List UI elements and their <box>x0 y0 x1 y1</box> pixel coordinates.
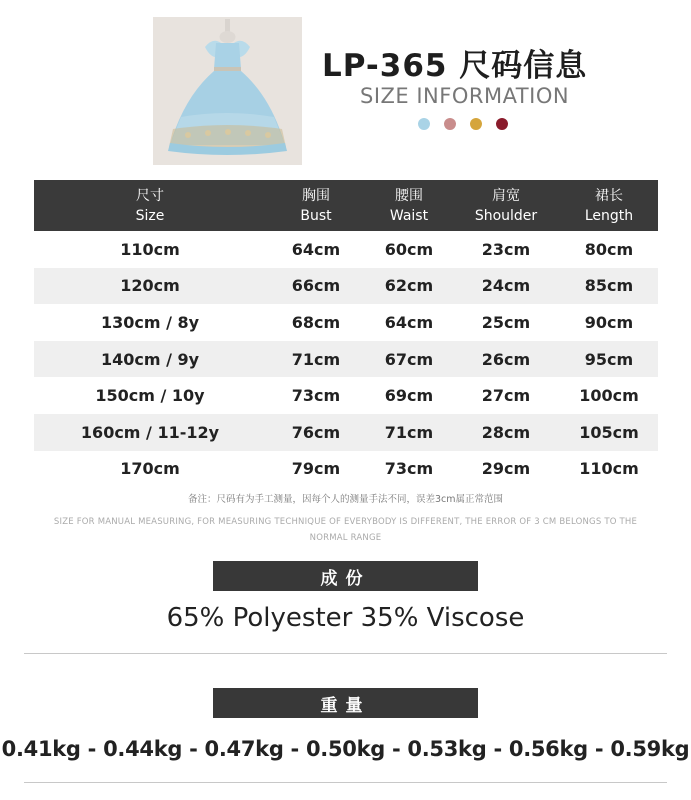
table-cell: 64cm <box>291 239 341 259</box>
table-row <box>34 304 658 341</box>
table-cell: 71cm <box>384 422 434 442</box>
product-photo <box>153 17 302 165</box>
table-cell: 100cm <box>579 386 639 406</box>
size-table <box>34 180 658 487</box>
column-header-cn: 胸围 <box>302 187 330 204</box>
table-cell: 140cm / 9y <box>100 349 200 369</box>
measurement-note-cn: 备注：尺码有为手工测量，因每个人的测量手法不同，误差3cm属正常范围 <box>187 494 504 505</box>
table-cell: 27cm <box>481 386 531 406</box>
column-header-cn: 肩宽 <box>492 187 520 204</box>
divider <box>24 653 667 654</box>
table-row <box>34 341 658 378</box>
color-options <box>418 118 508 130</box>
table-cell: 150cm / 10y <box>95 386 205 406</box>
table-cell: 170cm <box>120 459 180 479</box>
table-cell: 90cm <box>584 312 634 332</box>
table-cell: 24cm <box>481 276 531 296</box>
table-cell: 73cm <box>291 386 341 406</box>
table-row <box>34 414 658 451</box>
table-cell: 85cm <box>584 276 634 296</box>
table-cell: 110cm <box>579 459 639 479</box>
column-header-size <box>34 180 266 231</box>
table-cell: 69cm <box>384 386 434 406</box>
page-subtitle: SIZE INFORMATION <box>360 84 570 108</box>
table-cell: 26cm <box>481 349 531 369</box>
column-header-shoulder <box>452 180 560 231</box>
color-dot-blue[interactable] <box>418 118 430 130</box>
table-cell: 67cm <box>384 349 434 369</box>
column-header-cn: 腰围 <box>395 187 423 204</box>
table-cell: 71cm <box>291 349 341 369</box>
table-cell: 29cm <box>481 459 531 479</box>
column-header-en: Bust <box>300 207 332 224</box>
measurement-note-en: SIZE FOR MANUAL MEASURING, FOR MEASURING TECHNIQUE OF EVERYBODY IS DIFFERENT, THE ERROR OF 3 CM BELONGS TO THE NORMAL RANGE <box>53 517 638 543</box>
column-header-en: Waist <box>389 207 429 224</box>
table-row <box>34 268 658 305</box>
table-cell: 66cm <box>291 276 341 296</box>
composition-value: 65% Polyester 35% Viscose <box>166 603 525 633</box>
table-cell: 28cm <box>481 422 531 442</box>
divider <box>24 782 667 783</box>
table-row <box>34 377 658 414</box>
table-cell: 79cm <box>291 459 341 479</box>
table-cell: 105cm <box>579 422 639 442</box>
table-cell: 64cm <box>384 312 434 332</box>
column-header-cn: 尺寸 <box>136 187 164 204</box>
table-cell: 23cm <box>481 239 531 259</box>
color-dot-gold[interactable] <box>470 118 482 130</box>
table-row <box>34 231 658 268</box>
table-header <box>34 180 658 231</box>
column-header-en: Size <box>135 207 165 224</box>
weight-values: 0.41kg - 0.44kg - 0.47kg - 0.50kg - 0.53kg - 0.56kg - 0.59kg <box>1 737 690 761</box>
column-header-cn: 裙长 <box>595 187 623 204</box>
table-cell: 68cm <box>291 312 341 332</box>
column-header-en: Shoulder <box>474 207 538 224</box>
dress-illustration <box>153 17 302 165</box>
table-cell: 130cm / 8y <box>100 312 200 332</box>
table-row <box>34 451 658 488</box>
composition-banner: 成份 <box>213 561 478 591</box>
table-cell: 62cm <box>384 276 434 296</box>
table-cell: 80cm <box>584 239 634 259</box>
page-title: LP-365 尺码信息 <box>322 48 588 84</box>
column-header-en: Length <box>584 207 634 224</box>
column-header-bust <box>266 180 366 231</box>
weight-banner: 重量 <box>213 688 478 718</box>
table-cell: 25cm <box>481 312 531 332</box>
color-dot-pink[interactable] <box>444 118 456 130</box>
table-body <box>34 231 658 487</box>
table-cell: 73cm <box>384 459 434 479</box>
table-cell: 110cm <box>120 239 180 259</box>
table-cell: 60cm <box>384 239 434 259</box>
table-cell: 76cm <box>291 422 341 442</box>
table-cell: 95cm <box>584 349 634 369</box>
column-header-length <box>560 180 658 231</box>
table-cell: 120cm <box>120 276 180 296</box>
table-cell: 160cm / 11-12y <box>80 422 220 442</box>
column-header-waist <box>366 180 452 231</box>
color-dot-burgundy[interactable] <box>496 118 508 130</box>
